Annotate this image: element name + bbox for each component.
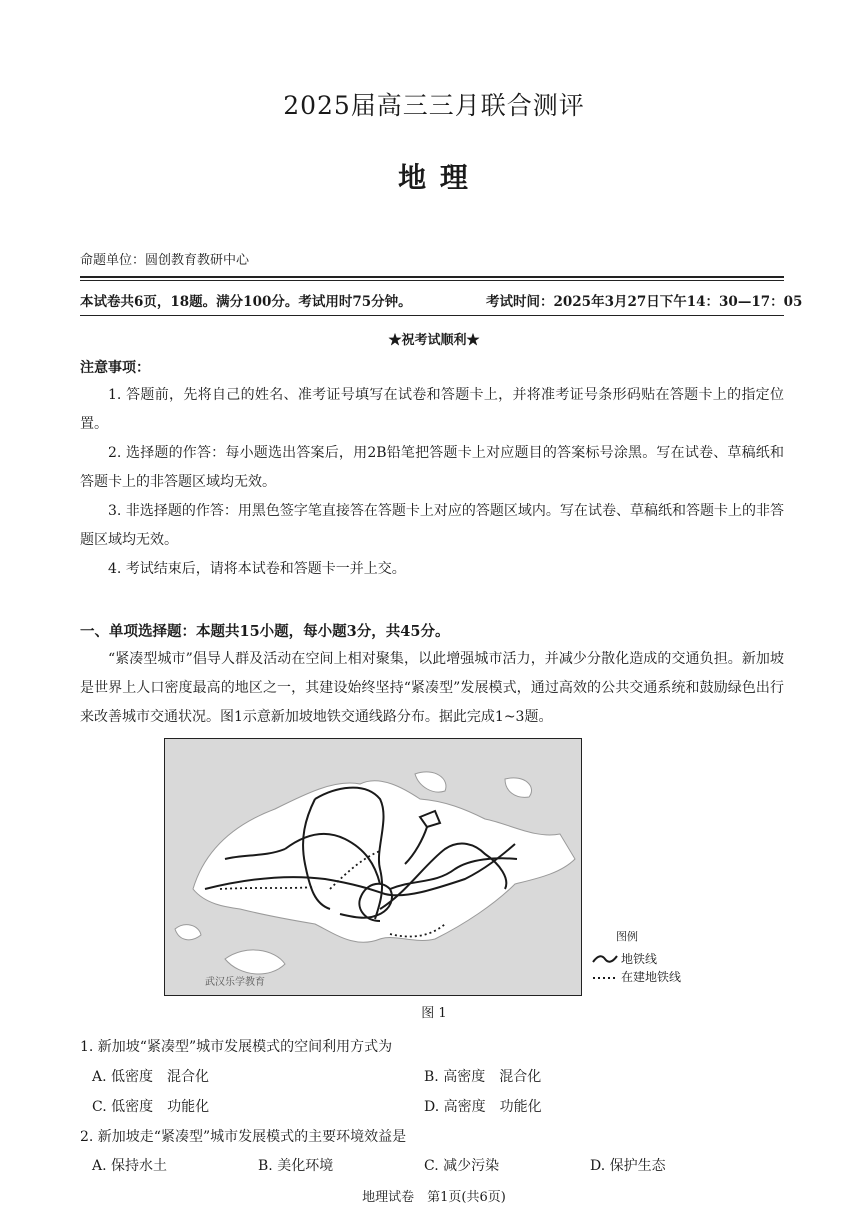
question-1: 1. 新加坡“紧凑型”城市发展模式的空间利用方式为 xyxy=(80,1039,393,1055)
option-d: D. 保护生态 xyxy=(590,1158,666,1174)
notice-item: 1. 答题前，先将自己的姓名、准考证号填写在试卷和答题卡上，并将准考证号条形码贴在答题卡上的指定位置。 xyxy=(80,387,784,432)
option-b: B. 高密度 混合化 xyxy=(424,1069,542,1085)
option-a: A. 保持水土 xyxy=(92,1158,168,1174)
legend-label: 在建地铁线 xyxy=(621,970,682,984)
option-d: D. 高密度 功能化 xyxy=(424,1099,542,1115)
option-b: B. 美化环境 xyxy=(258,1158,334,1174)
author-line: 命题单位：圆创教育教研中心 xyxy=(80,253,250,268)
section-heading: 一、单项选择题：本题共15小题，每小题3分，共45分。 xyxy=(80,623,450,640)
notice-item: 3. 非选择题的作答：用黑色签字笔直接答在答题卡上对应的答题区域内。写在试卷、草稿纸和答题卡上的非答题区域均无效。 xyxy=(80,503,784,548)
option-c: C. 减少污染 xyxy=(424,1158,500,1174)
dotted-line-swatch-icon xyxy=(592,972,618,982)
notice-heading: 注意事项： xyxy=(80,360,150,376)
legend-metro-line xyxy=(592,950,657,967)
option-c: C. 低密度 功能化 xyxy=(92,1099,210,1115)
map-watermark: 武汉乐学教育 xyxy=(205,977,265,988)
notice-item: 2. 选择题的作答：每小题选出答案后，用2B铅笔把答题卡上对应题目的答案标号涂黑。写在试卷、草稿纸和答题卡上的非答题区域均无效。 xyxy=(80,445,784,490)
metro-line-swatch-icon xyxy=(592,954,618,964)
exam-info: 本试卷共6页，18题。满分100分。考试用时75分钟。 xyxy=(80,294,412,310)
blessing: ★祝考试顺利★ xyxy=(388,333,480,348)
subject-title: 地 理 xyxy=(398,161,470,194)
option-a: A. 低密度 混合化 xyxy=(92,1069,210,1085)
exam-title: 2025届高三三月联合测评 xyxy=(283,91,585,120)
question-stem: “紧凑型城市”倡导人群及活动在空间上相对聚集，以此增强城市活力，并减少分散化造成的交通负担。新加坡是世界上人口密度最高的地区之一，其建设始终坚持“紧凑型”发展模式，通过高效的公共交通系统和鼓励绿色出行来改善城市交通状况。图1示意新加坡地铁交通线路分布。据此完成1~3题。 xyxy=(80,651,784,725)
exam-time: 考试时间：2025年3月27日下午14：30—17：05 xyxy=(486,294,803,310)
legend-title: 图例 xyxy=(616,930,638,943)
legend-building-line xyxy=(592,968,681,985)
divider xyxy=(80,276,784,278)
notice-item: 4. 考试结束后，请将本试卷和答题卡一并上交。 xyxy=(108,561,406,577)
figure-caption: 图 1 xyxy=(421,1006,447,1021)
question-2: 2. 新加坡走“紧凑型”城市发展模式的主要环境效益是 xyxy=(80,1129,407,1145)
divider xyxy=(80,280,784,281)
divider xyxy=(80,315,784,316)
metro-map-figure xyxy=(164,738,582,996)
singapore-metro-map xyxy=(165,739,581,995)
legend-label: 地铁线 xyxy=(621,952,658,966)
page-footer: 地理试卷 第1页(共6页) xyxy=(362,1190,506,1205)
